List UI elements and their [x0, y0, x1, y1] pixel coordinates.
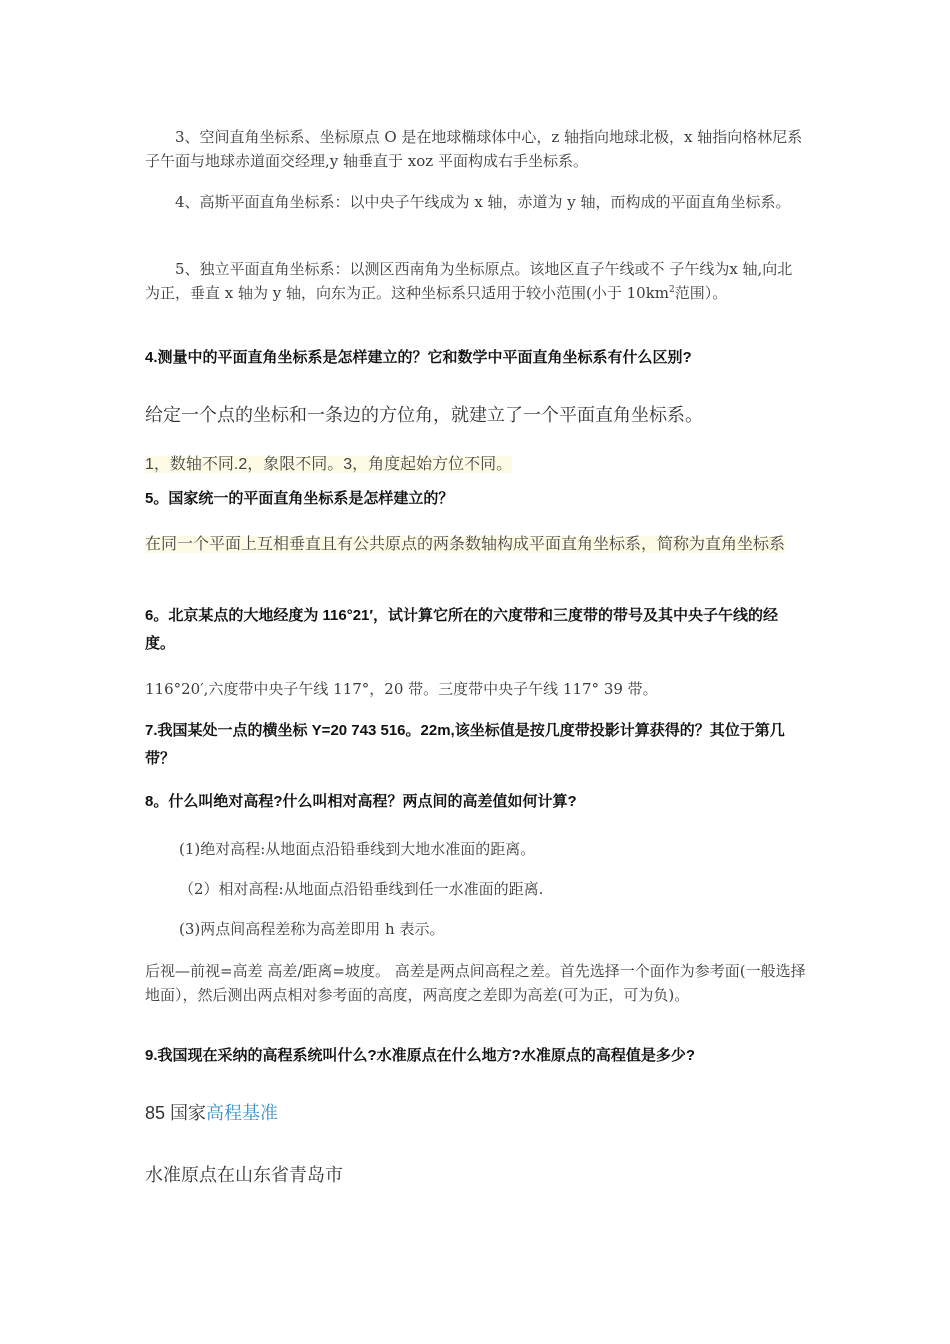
- question-8-heading: 8。什么叫绝对高程?什么叫相对高程？两点间的高差值如何计算?: [145, 793, 577, 810]
- question-8-item-3: (3)两点间高程差称为高差即用 h 表示。: [179, 920, 445, 938]
- question-9-heading: 9.我国现在采纳的高程系统叫什么?水准原点在什么地方?水准原点的高程值是多少?: [145, 1047, 696, 1064]
- question-6-answer: 116°20′,六度带中央子午线 117°，20 带。三度带中央子午线 117° 39 带。: [145, 680, 658, 698]
- question-7-heading: 7.我国某处一点的横坐标 Y=20 743 516。22m,该坐标值是按几度带投影计算获得的？其位于第几带？: [145, 722, 785, 767]
- question-4-answer: 给定一个点的坐标和一条边的方位角，就建立了一个平面直角坐标系。: [145, 405, 703, 425]
- paragraph-independent-text: 5、独立平面直角坐标系：以测区西南角为坐标原点。该地区直子午线或不 子午线为x 轴,向北为正，垂直 x 轴为 y 轴，向东为正。这种坐标系只适用于较小范围(小于 10km: [145, 260, 793, 302]
- question-6-heading: 6。北京某点的大地经度为 116°21′，试计算它所在的六度带和三度带的带号及其中央子午线的经度。: [145, 607, 778, 652]
- paragraph-spatial-coordinate: 3、空间直角坐标系、坐标原点 O 是在地球椭球体中心，z 轴指向地球北极，x 轴指向格林尼系子午面与地球赤道面交经理,y 轴垂直于 xoz 平面构成右手坐标系。: [145, 128, 803, 170]
- question-8-item-1: (1)绝对高程:从地面点沿铅垂线到大地水准面的距离。: [179, 840, 536, 858]
- question-4-difference: [145, 451, 807, 479]
- question-9-origin: 水准原点在山东省青岛市: [145, 1165, 343, 1185]
- question-5-heading: 5。国家统一的平面直角坐标系是怎样建立的？: [145, 490, 454, 507]
- question-8-item-2: （2）相对高程:从地面点沿铅垂线到任一水准面的距离.: [179, 880, 544, 898]
- elevation-datum-link[interactable]: 高程基准: [206, 1103, 279, 1123]
- paragraph-independent-coordinate: [145, 257, 807, 305]
- question-5-answer: [145, 531, 807, 559]
- superscript-two: 2: [669, 285, 675, 295]
- question-9-answer: [145, 1100, 807, 1126]
- highlighted-text: 在同一个平面上互相垂直且有公共原点的两条数轴构成平面直角坐标系，简称为直角坐标系: [145, 536, 786, 553]
- highlighted-text: 1，数轴不同.2，象限不同。3，角度起始方位不同。: [145, 456, 513, 473]
- paragraph-independent-tail: 范围）。: [674, 284, 728, 302]
- answer-prefix: 85 国家: [145, 1103, 207, 1123]
- question-4-heading: 4.测量中的平面直角坐标系是怎样建立的？它和数学中平面直角坐标系有什么区别?: [145, 349, 692, 366]
- paragraph-gauss-coordinate: 4、高斯平面直角坐标系：以中央子午线成为 x 轴，赤道为 y 轴，而构成的平面直角坐标系。: [175, 193, 791, 211]
- question-8-note: 后视—前视=高差 高差/距离=坡度。 高差是两点间高程之差。首先选择一个面作为参考面(一般选择地面），然后测出两点相对参考面的高度，两高度之差即为高差(可为正，可为负)。: [145, 962, 806, 1004]
